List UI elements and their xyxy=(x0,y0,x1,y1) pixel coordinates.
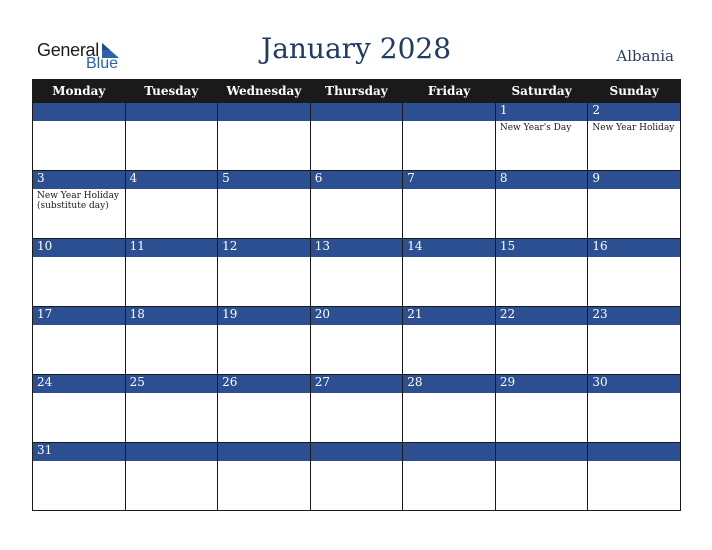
day-cell[interactable] xyxy=(33,393,126,443)
day-number xyxy=(310,103,403,122)
country-label: Albania xyxy=(616,47,674,65)
day-cell[interactable] xyxy=(403,325,496,375)
day-number: 14 xyxy=(403,239,496,258)
day-cell[interactable] xyxy=(218,461,311,511)
day-number: 27 xyxy=(310,375,403,394)
day-number: 22 xyxy=(495,307,588,326)
day-cell[interactable] xyxy=(218,393,311,443)
week-4-events-row xyxy=(33,325,681,375)
day-cell[interactable] xyxy=(125,461,218,511)
day-cell[interactable] xyxy=(218,121,311,171)
day-cell[interactable] xyxy=(33,121,126,171)
day-cell[interactable] xyxy=(310,325,403,375)
day-number: 1 xyxy=(495,103,588,122)
week-1-events-row xyxy=(33,121,681,171)
day-number: 8 xyxy=(495,171,588,190)
day-cell[interactable] xyxy=(33,461,126,511)
weekday-wednesday: Wednesday xyxy=(218,80,311,103)
day-cell[interactable] xyxy=(218,325,311,375)
day-number: 17 xyxy=(33,307,126,326)
day-cell[interactable] xyxy=(403,189,496,239)
day-cell[interactable] xyxy=(125,189,218,239)
day-cell[interactable] xyxy=(403,461,496,511)
day-number: 16 xyxy=(588,239,681,258)
day-number: 2 xyxy=(588,103,681,122)
day-cell[interactable] xyxy=(125,121,218,171)
day-number: 21 xyxy=(403,307,496,326)
day-number: 31 xyxy=(33,443,126,462)
day-number xyxy=(310,443,403,462)
day-cell[interactable] xyxy=(588,393,681,443)
day-number: 29 xyxy=(495,375,588,394)
day-number: 4 xyxy=(125,171,218,190)
day-number xyxy=(218,103,311,122)
day-number xyxy=(125,443,218,462)
day-cell[interactable] xyxy=(495,393,588,443)
day-cell[interactable] xyxy=(125,325,218,375)
weekday-saturday: Saturday xyxy=(495,80,588,103)
weekday-monday: Monday xyxy=(33,80,126,103)
day-cell[interactable] xyxy=(495,189,588,239)
calendar-grid xyxy=(32,79,681,511)
week-5-events-row xyxy=(33,393,681,443)
day-cell[interactable] xyxy=(310,461,403,511)
weekday-tuesday: Tuesday xyxy=(125,80,218,103)
day-cell[interactable] xyxy=(588,257,681,307)
weekday-sunday: Sunday xyxy=(588,80,681,103)
week-2-date-row xyxy=(33,171,681,190)
day-cell[interactable] xyxy=(495,461,588,511)
day-number: 5 xyxy=(218,171,311,190)
week-6-date-row xyxy=(33,443,681,462)
week-4-date-row xyxy=(33,307,681,326)
day-cell[interactable] xyxy=(403,121,496,171)
week-1-date-row xyxy=(33,103,681,122)
week-3-events-row xyxy=(33,257,681,307)
day-cell[interactable] xyxy=(310,189,403,239)
day-cell[interactable] xyxy=(33,189,126,239)
day-cell[interactable] xyxy=(125,393,218,443)
day-cell[interactable] xyxy=(218,257,311,307)
day-cell[interactable] xyxy=(310,121,403,171)
day-cell[interactable] xyxy=(588,461,681,511)
holiday-label: New Year Holiday xyxy=(592,123,675,133)
logo-blue-text: Blue xyxy=(86,55,119,72)
day-number xyxy=(403,103,496,122)
page-title: January 2028 xyxy=(260,32,452,65)
day-number: 18 xyxy=(125,307,218,326)
day-number: 12 xyxy=(218,239,311,258)
day-number: 23 xyxy=(588,307,681,326)
day-number: 3 xyxy=(33,171,126,190)
day-cell[interactable] xyxy=(310,393,403,443)
day-cell[interactable] xyxy=(403,393,496,443)
day-number: 6 xyxy=(310,171,403,190)
day-number: 7 xyxy=(403,171,496,190)
day-cell[interactable] xyxy=(495,257,588,307)
day-cell[interactable] xyxy=(588,189,681,239)
day-cell[interactable] xyxy=(588,121,681,171)
day-number: 25 xyxy=(125,375,218,394)
day-number xyxy=(125,103,218,122)
day-number: 10 xyxy=(33,239,126,258)
day-cell[interactable] xyxy=(495,121,588,171)
day-cell[interactable] xyxy=(403,257,496,307)
weekday-thursday: Thursday xyxy=(310,80,403,103)
holiday-label: New Year's Day xyxy=(499,123,572,133)
day-number xyxy=(218,443,311,462)
day-cell[interactable] xyxy=(33,325,126,375)
day-number xyxy=(495,443,588,462)
day-number: 19 xyxy=(218,307,311,326)
day-cell[interactable] xyxy=(495,325,588,375)
day-cell[interactable] xyxy=(33,257,126,307)
week-6-events-row xyxy=(33,461,681,511)
day-number: 28 xyxy=(403,375,496,394)
day-number xyxy=(33,103,126,122)
day-number: 26 xyxy=(218,375,311,394)
day-number xyxy=(588,443,681,462)
week-2-events-row xyxy=(33,189,681,239)
day-cell[interactable] xyxy=(125,257,218,307)
day-cell[interactable] xyxy=(218,189,311,239)
day-cell[interactable] xyxy=(588,325,681,375)
day-number: 24 xyxy=(33,375,126,394)
week-3-date-row xyxy=(33,239,681,258)
day-number: 11 xyxy=(125,239,218,258)
week-5-date-row xyxy=(33,375,681,394)
day-number: 13 xyxy=(310,239,403,258)
weekday-header-row xyxy=(33,80,681,103)
day-number xyxy=(403,443,496,462)
day-number: 9 xyxy=(588,171,681,190)
weekday-friday: Friday xyxy=(403,80,496,103)
day-number: 30 xyxy=(588,375,681,394)
logo-general-text: General xyxy=(37,40,99,60)
day-number: 15 xyxy=(495,239,588,258)
day-number: 20 xyxy=(310,307,403,326)
holiday-label: New Year Holiday (substitute day) xyxy=(37,191,120,211)
day-cell[interactable] xyxy=(310,257,403,307)
